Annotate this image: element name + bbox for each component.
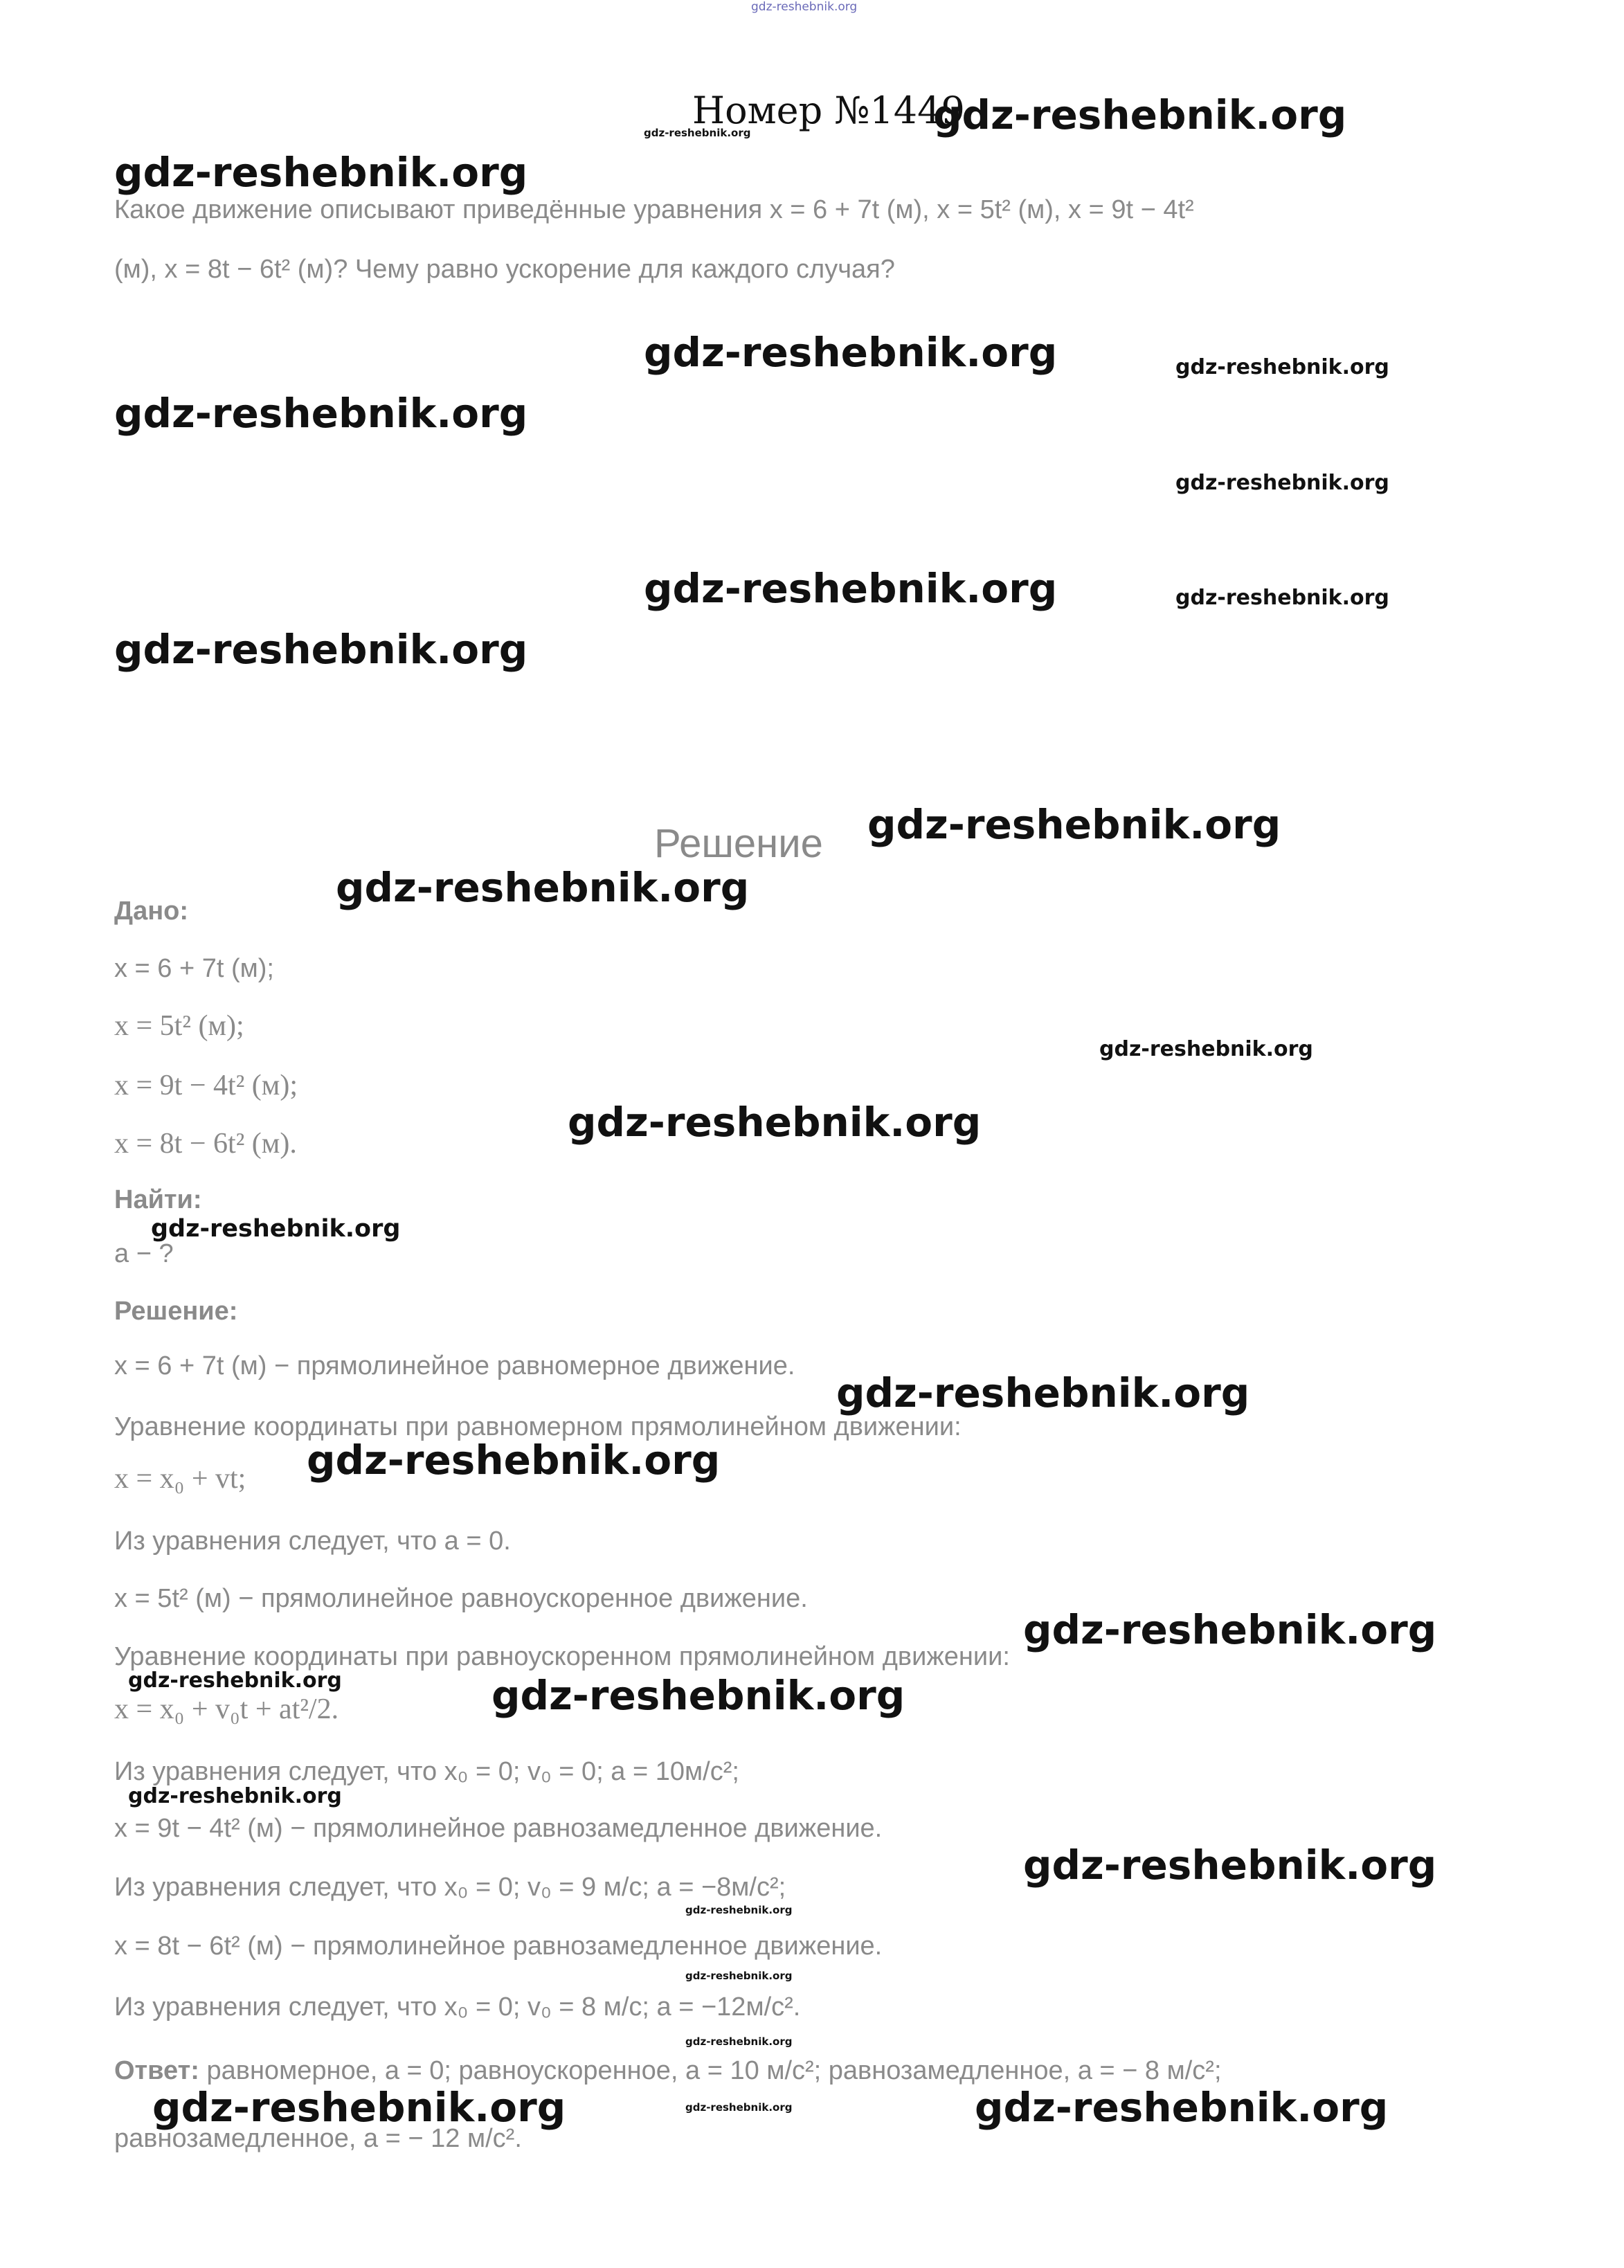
watermark-top: gdz-reshebnik.org [751, 0, 858, 14]
solution-line: Из уравнения следует, что x₀ = 0; v₀ = 8 м/с; a = −12м/с². [114, 1992, 801, 2022]
watermark: gdz-reshebnik.org [685, 1970, 793, 1982]
solution-formula: x = x₀ + v₀t + at²/2. [114, 1693, 339, 1725]
watermark: gdz-reshebnik.org [644, 127, 751, 139]
solution-line: Из уравнения следует, что x₀ = 0; v₀ = 9 м/с; a = −8м/с²; [114, 1873, 786, 1902]
watermark: gdz-reshebnik.org [644, 329, 1058, 376]
solution-heading: Решение [654, 821, 823, 866]
given-item: x = 9t − 4t² (м); [114, 1070, 298, 1101]
watermark: gdz-reshebnik.org [685, 2035, 793, 2048]
solution-formula: x = x₀ + vt; [114, 1463, 246, 1495]
watermark: gdz-reshebnik.org [114, 390, 528, 437]
solution-line: Из уравнения следует, что a = 0. [114, 1527, 511, 1556]
solution-line: Уравнение координаты при равноускоренном прямолинейном движении: [114, 1642, 1010, 1671]
watermark: gdz-reshebnik.org [685, 2101, 793, 2114]
page-title: Номер №1449 [692, 89, 965, 132]
watermark: gdz-reshebnik.org [151, 1215, 401, 1243]
watermark: gdz-reshebnik.org [568, 1099, 982, 1146]
given-label: Дано: [114, 897, 189, 926]
watermark: gdz-reshebnik.org [114, 626, 528, 673]
find-label: Найти: [114, 1185, 202, 1214]
watermark: gdz-reshebnik.org [152, 2084, 566, 2131]
watermark: gdz-reshebnik.org [128, 1784, 342, 1808]
solution-line: x = 6 + 7t (м) − прямолинейное равномерное движение. [114, 1351, 795, 1380]
answer-text: равномерное, a = 0; равноускоренное, a = 10 м/с²; равнозамедленное, a = − 8 м/с²; [199, 2056, 1222, 2085]
watermark: gdz-reshebnik.org [975, 2084, 1389, 2131]
watermark: gdz-reshebnik.org [836, 1369, 1250, 1416]
watermark: gdz-reshebnik.org [1175, 355, 1389, 379]
find-value: a − ? [114, 1239, 174, 1268]
given-item: x = 5t² (м); [114, 1010, 244, 1042]
problem-line-1: Какое движение описывают приведённые уравнения x = 6 + 7t (м), x = 5t² (м), x = 9t − 4t² [114, 195, 1194, 224]
watermark: gdz-reshebnik.org [1099, 1037, 1313, 1061]
watermark: gdz-reshebnik.org [114, 149, 528, 196]
watermark: gdz-reshebnik.org [1023, 1606, 1437, 1653]
watermark: gdz-reshebnik.org [1175, 586, 1389, 610]
watermark: gdz-reshebnik.org [128, 1668, 342, 1693]
given-item: x = 6 + 7t (м); [114, 954, 274, 983]
solution-line: x = 5t² (м) − прямолинейное равноускоренное движение. [114, 1584, 808, 1613]
watermark: gdz-reshebnik.org [491, 1672, 905, 1719]
watermark: gdz-reshebnik.org [307, 1437, 721, 1484]
solution-line: Из уравнения следует, что x₀ = 0; v₀ = 0; a = 10м/с²; [114, 1757, 739, 1786]
watermark: gdz-reshebnik.org [336, 864, 750, 911]
solution-line: Уравнение координаты при равномерном прямолинейном движении: [114, 1412, 962, 1441]
solution-line: x = 9t − 4t² (м) − прямолинейное равнозамедленное движение. [114, 1814, 883, 1843]
problem-line-2: (м), x = 8t − 6t² (м)? Чему равно ускорение для каждого случая? [114, 255, 895, 284]
answer-line-2: равнозамедленное, a = − 12 м/с². [114, 2124, 522, 2153]
watermark: gdz-reshebnik.org [867, 801, 1281, 848]
solution-label: Решение: [114, 1297, 238, 1326]
given-item: x = 8t − 6t² (м). [114, 1128, 297, 1160]
watermark: gdz-reshebnik.org [644, 565, 1058, 612]
watermark: gdz-reshebnik.org [685, 1904, 793, 1916]
answer-line-1 [114, 2056, 1222, 2086]
watermark: gdz-reshebnik.org [933, 91, 1347, 138]
watermark: gdz-reshebnik.org [1023, 1842, 1437, 1889]
answer-label: Ответ: [114, 2056, 199, 2085]
solution-line: x = 8t − 6t² (м) − прямолинейное равнозамедленное движение. [114, 1932, 883, 1961]
watermark: gdz-reshebnik.org [1175, 471, 1389, 495]
